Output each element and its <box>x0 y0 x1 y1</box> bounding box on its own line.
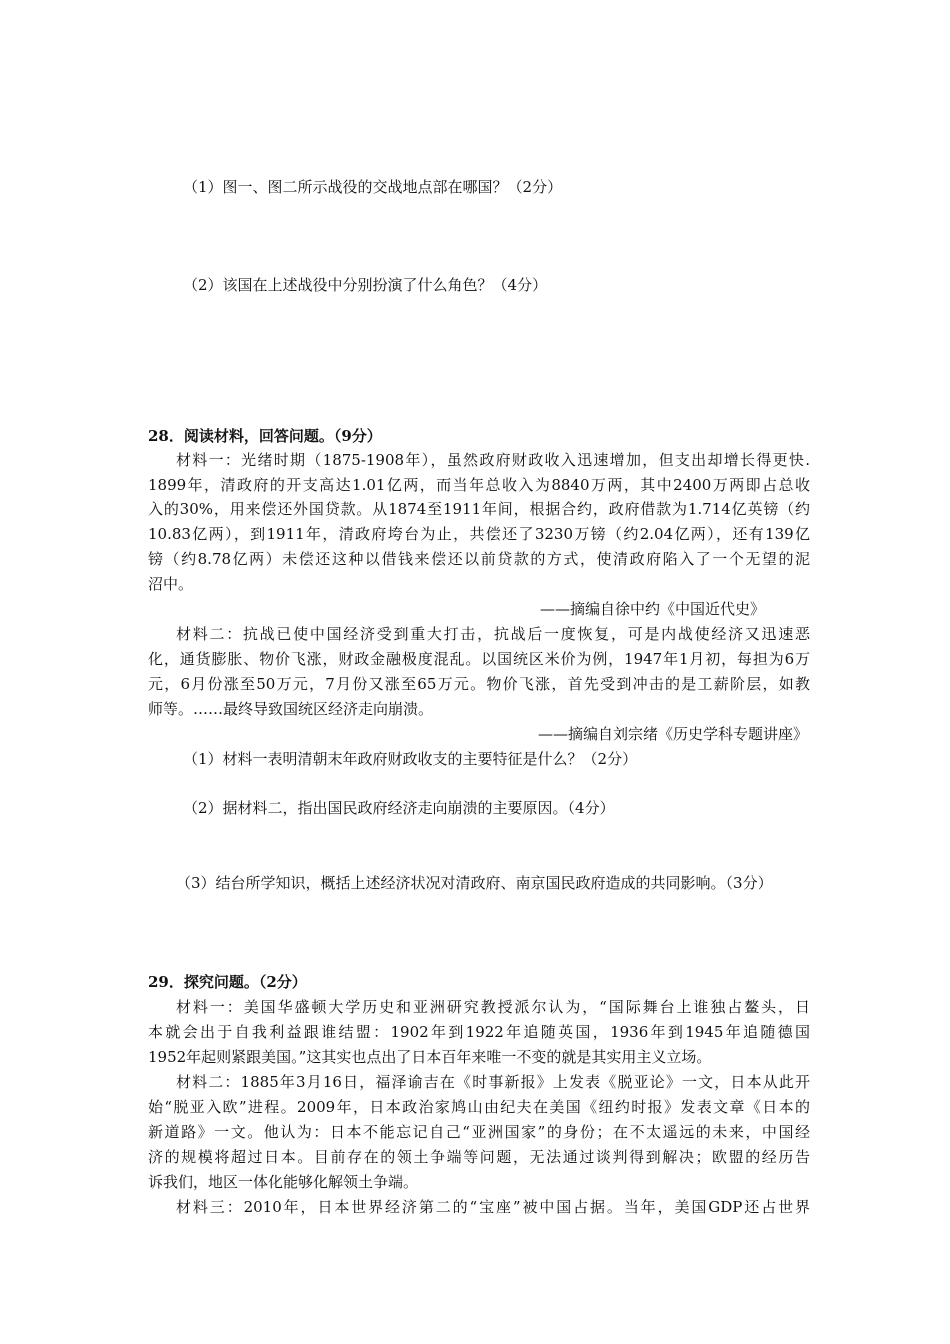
q28-heading: 28．阅读材料，回答问题。（9分） <box>148 427 382 445</box>
q29-material2-line-4: 济的规模将超过日本。目前存在的领土争端等问题，无法通过谈判得到解决；欧盟的经历告 <box>148 1148 810 1166</box>
q28-material2-line-1: 材料二：抗战已使中国经济受到重大打击，抗战后一度恢复，可是内战使经济又迅速恶 <box>176 625 810 643</box>
q28-source-2: ——摘编自刘宗绪《历史学科专题讲座》 <box>538 725 809 743</box>
q29-material1-line-1: 材料一：美国华盛顿大学历史和亚洲研究教授派尔认为，“国际舞台上谁独占鳌头，日 <box>176 998 810 1016</box>
q28-material1-line-4: 10.83亿两），到1911年，清政府垮台为止，共偿还了3230万镑（约2.04亿两），还有139亿 <box>148 525 810 543</box>
q29-material2-line-1: 材料二：1885年3月16日，福泽谕吉在《时事新报》上发表《脱亚论》一文，日本从此开 <box>176 1073 810 1091</box>
q29-material1-line-3: 1952年起则紧跟美国。”这其实也点出了日本百年来唯一不变的就是其实用主义立场。 <box>148 1048 712 1066</box>
q28-material1-line-3: 入的30%，用来偿还外国贷款。从1874至1911年间，根据合约，政府借款为1.714亿英镑（约 <box>148 500 810 518</box>
q28-source-1: ——摘编自徐中约《中国近代史》 <box>540 600 766 618</box>
q29-heading: 29．探究问题。（2分） <box>148 973 307 991</box>
question-2-country-role: （2）该国在上述战役中分别扮演了什么角色？（4分） <box>183 276 548 294</box>
q29-material3-line-1: 材料三：2010年，日本世界经济第二的“宝座”被中国占据。当年，美国GDP还占世界 <box>176 1198 810 1216</box>
q28-material1-line-5: 镑（约8.78亿两）未偿还这种以借钱来偿还以前贷款的方式，使清政府陷入了一个无望的泥 <box>148 550 810 568</box>
q28-question-1: （1）材料一表明清朝末年政府财政收支的主要特征是什么？（2分） <box>183 750 638 768</box>
q28-question-3: （3）结台所学知识，概括上述经济状况对清政府、南京国民政府造成的共同影响。（3分） <box>176 874 773 892</box>
q28-question-2: （2）据材料二，指出国民政府经济走向崩溃的主要原因。（4分） <box>183 799 615 817</box>
q28-material1-line-1: 材料一：光绪时期（1875-1908年），虽然政府财政收入迅速增加，但支出却增长得更快. <box>176 451 810 469</box>
q28-material2-line-4: 师等。……最终导致国统区经济走向崩溃。 <box>148 700 434 718</box>
q29-material2-line-2: 始“脱亚入欧”进程。2009年，日本政治家鸠山由纪夫在美国《纽约时报》发表文章《日本的 <box>148 1098 810 1116</box>
q28-material2-line-3: 元，6月份涨至50万元，7月份又涨至65万元。物价飞涨，首先受到冲击的是工薪阶层，如教 <box>148 675 810 693</box>
q28-material1-line-6: 沼中。 <box>148 575 194 593</box>
q29-material2-line-5: 诉我们，地区一体化能够化解领土争端。 <box>148 1173 419 1191</box>
q29-material1-line-2: 本就会出于自我利益跟谁结盟：1902年到1922年追随英国，1936年到1945年追随德国 <box>148 1023 810 1041</box>
question-1-fig-battles: （1）图一、图二所示战役的交战地点部在哪国？（2分） <box>183 178 563 196</box>
q28-material1-line-2: 1899年，清政府的开支高达1.01亿两，而当年总收入为8840万两，其中2400万两即占总收 <box>148 476 810 494</box>
q28-material2-line-2: 化，通货膨胀、物价飞涨，财政金融极度混乱。以国统区米价为例，1947年1月初，每担为6万 <box>148 650 810 668</box>
q29-material2-line-3: 新道路》一文。他认为：日本不能忘记自己“亚洲国家”的身份；在不太遥远的未来，中国经 <box>148 1123 810 1141</box>
